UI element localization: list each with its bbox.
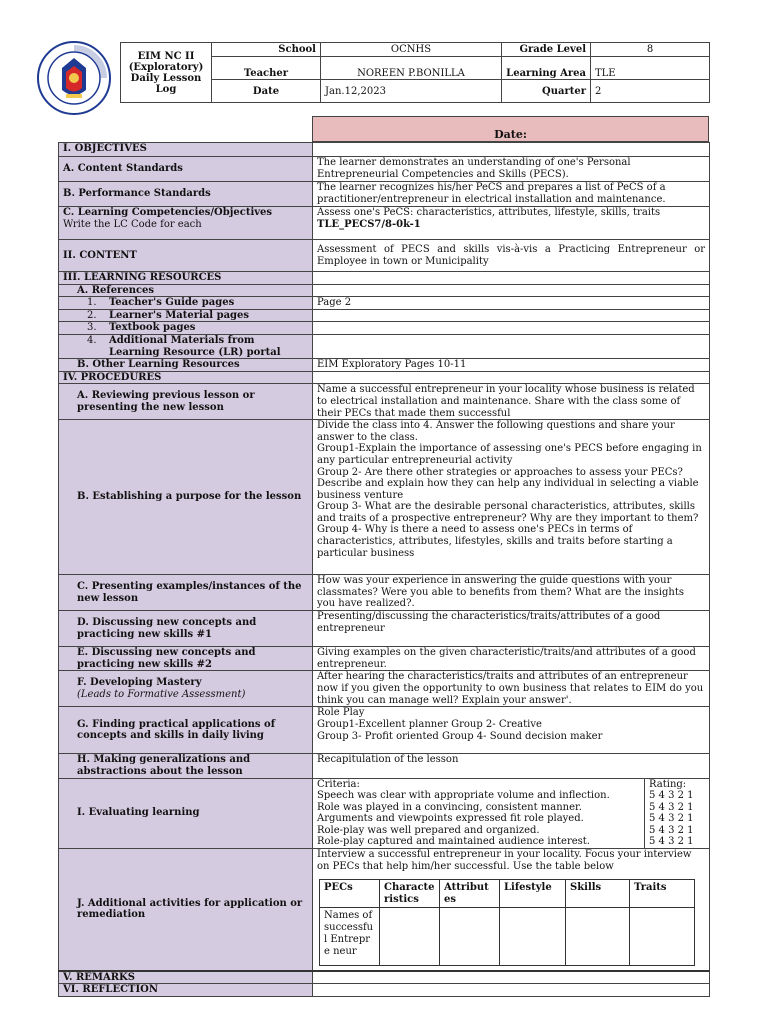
performance-standards-text: The learner recognizes his/her PeCS and prepares a list of PeCS of a practitioner/entrepreneur in electrical installation and maintenance. xyxy=(313,182,710,207)
criterion-text: Arguments and viewpoints expressed fit role played. xyxy=(317,813,584,825)
additional-activities-label: J. Additional activities for application or remediation xyxy=(59,849,313,971)
practical-applications-text: Role Play Group1-Excellent planner Group 2- Creative Group 3- Profit oriented Group 4- Sound decision maker xyxy=(313,707,710,754)
criterion-rating: 5 4 3 2 1 xyxy=(645,790,710,802)
teachers-guide-value: Page 2 xyxy=(313,297,710,310)
content-text: Assessment of PECS and skills vis-à-vis a Practicing Entrepreneur or Employee in town or Municipality xyxy=(313,240,710,272)
content-standards-text: The learner demonstrates an understanding of one's Personal Entrepreneurial Competencies and Skills (PECS). xyxy=(313,157,710,182)
textbook-label: 3. Textbook pages xyxy=(59,322,313,335)
objectives-label: I. OBJECTIVES xyxy=(59,143,313,157)
traits-cell[interactable] xyxy=(630,908,695,966)
pecs-header: PECs xyxy=(320,880,380,908)
practical-applications-label: G. Finding practical applications of concepts and skills in daily living xyxy=(59,707,313,754)
entrepreneur-names-cell: Names of successfu l Entrepre neur xyxy=(320,908,380,966)
header-info-table xyxy=(120,42,710,103)
content-label: II. CONTENT xyxy=(59,240,313,272)
developing-mastery-label: F. Developing Mastery xyxy=(77,677,202,689)
developing-mastery-text: After hearing the characteristics/traits and attributes of an entrepreneur now if you given the opportunity to own business that relates to EIM do you think you can manage well? Explain your answer'. xyxy=(313,671,710,707)
discussing-concepts-1-text: Presenting/discussing the characteristics/traits/attributes of a good entrepreneur xyxy=(313,611,710,647)
school-value: OCNHS xyxy=(321,43,502,57)
lc-code-instruction: Write the LC Code for each xyxy=(63,218,202,230)
developing-mastery-cell xyxy=(59,671,313,707)
remarks-label: V. REMARKS xyxy=(59,971,313,984)
criterion-rating: 5 4 3 2 1 xyxy=(645,802,710,814)
criterion-rating: 5 4 3 2 1 xyxy=(645,836,710,848)
criterion-text: Role-play captured and maintained audience interest. xyxy=(317,836,590,848)
establishing-purpose-text: Divide the class into 4. Answer the following questions and share your answer to the class. Group1-Explain the importance of assessing one's PECS before engaging in any particular entrepreneurial activity Group 2- Are there other strategies or approaches to assess your PECs? Describe and explain how they can help any individual in selecting a viable business venture Group 3- What are the desirable personal characteristics, attributes, skills and traits of a prospective entrepreneur? Why are they important to them? Group 4- Why is there a need to assess one's PECs in terms of characteristics, attributes, lifestyles, skills and traits before starting a particular business xyxy=(313,420,710,575)
evaluation-criteria-table xyxy=(317,779,709,849)
learning-competencies-cell xyxy=(59,207,313,240)
evaluating-learning-label: I. Evaluating learning xyxy=(59,778,313,849)
skills-cell[interactable] xyxy=(566,908,630,966)
lc-text: Assess one's PeCS: characteristics, attributes, lifestyle, skills, traits xyxy=(317,207,661,218)
content-standards-label: A. Content Standards xyxy=(59,157,313,182)
lesson-log-table xyxy=(58,142,710,997)
other-resources-value: EIM Exploratory Pages 10-11 xyxy=(313,359,710,372)
discussing-concepts-1-label: D. Discussing new concepts and practicing new skills #1 xyxy=(59,611,313,647)
references-label: A. References xyxy=(59,284,313,297)
rating-heading: Rating: xyxy=(645,779,710,791)
doc-title: EIM NC II (Exploratory) Daily Lesson Log xyxy=(121,43,212,103)
learners-material-label: 2. Learner's Material pages xyxy=(59,309,313,322)
presenting-examples-text: How was your experience in answering the guide questions with your classmates? Were you able to benefits from them? What are the insights you have realized?. xyxy=(313,575,710,611)
presenting-examples-label: C. Presenting examples/instances of the new lesson xyxy=(59,575,313,611)
teacher-label: Teacher xyxy=(212,57,321,80)
additional-activities-text: Interview a successful entrepreneur in your locality. Focus your interview on PECs that help him/her successful. Use the table below xyxy=(317,849,692,872)
formative-assessment-note: (Leads to Formative Assessment) xyxy=(77,688,246,700)
criterion-text: Speech was clear with appropriate volume and inflection. xyxy=(317,790,610,802)
criterion-text: Role was played in a convincing, consistent manner. xyxy=(317,801,582,813)
school-label: School xyxy=(212,43,321,57)
reviewing-lesson-label: A. Reviewing previous lesson or presenting the new lesson xyxy=(59,384,313,420)
criterion-text: Role-play was well prepared and organized. xyxy=(317,824,540,836)
date-heading: Date: xyxy=(312,116,709,142)
reflection-cell[interactable] xyxy=(313,984,710,997)
characteristics-cell[interactable] xyxy=(380,908,440,966)
reviewing-lesson-text: Name a successful entrepreneur in your locality whose business is related to electrical installation and maintenance. Share with the class some of their PECs that made them successful xyxy=(313,384,710,420)
procedures-label: IV. PROCEDURES xyxy=(59,371,313,384)
pecs-interview-table xyxy=(319,879,695,966)
criterion-rating: 5 4 3 2 1 xyxy=(645,813,710,825)
generalizations-label: H. Making generalizations and abstractions about the lesson xyxy=(59,754,313,778)
quarter-value: 2 xyxy=(591,80,710,103)
date-label: Date xyxy=(212,80,321,103)
traits-header: Traits xyxy=(630,880,695,908)
deped-seal-logo xyxy=(36,40,112,116)
criteria-heading: Criteria: xyxy=(317,778,360,790)
learning-resources-label: III. LEARNING RESOURCES xyxy=(59,272,313,285)
skills-header: Skills xyxy=(566,880,630,908)
attributes-cell[interactable] xyxy=(440,908,500,966)
lifestyle-header: Lifestyle xyxy=(500,880,566,908)
teacher-value: NOREEN P.BONILLA xyxy=(321,57,502,80)
attributes-header: Attribut es xyxy=(440,880,500,908)
reflection-label: VI. REFLECTION xyxy=(59,984,313,997)
date-value: Jan.12,2023 xyxy=(321,80,502,103)
characteristics-header: Characte ristics xyxy=(380,880,440,908)
establishing-purpose-label: B. Establishing a purpose for the lesson xyxy=(59,420,313,575)
area-label: Learning Area xyxy=(502,57,591,80)
discussing-concepts-2-label: E. Discussing new concepts and practicing new skills #2 xyxy=(59,647,313,671)
generalizations-text: Recapitulation of the lesson xyxy=(313,754,710,778)
lc-code: TLE_PECS7/8-0k-1 xyxy=(317,218,421,230)
remarks-cell[interactable] xyxy=(313,971,710,984)
grade-value: 8 xyxy=(591,43,710,57)
additional-materials-label: 4. Additional Materials from Learning Resource (LR) portal xyxy=(59,334,313,358)
teachers-guide-label: 1. Teacher's Guide pages xyxy=(59,297,313,310)
lifestyle-cell[interactable] xyxy=(500,908,566,966)
discussing-concepts-2-text: Giving examples on the given characteristic/traits/and attributes of a good entrepreneur. xyxy=(313,647,710,671)
performance-standards-label: B. Performance Standards xyxy=(59,182,313,207)
criterion-rating: 5 4 3 2 1 xyxy=(645,825,710,837)
area-value: TLE xyxy=(591,57,710,80)
other-resources-label: B. Other Learning Resources xyxy=(59,359,313,372)
quarter-label: Quarter xyxy=(502,80,591,103)
learning-competencies-label: C. Learning Competencies/Objectives xyxy=(63,207,273,218)
grade-label: Grade Level xyxy=(502,43,591,57)
